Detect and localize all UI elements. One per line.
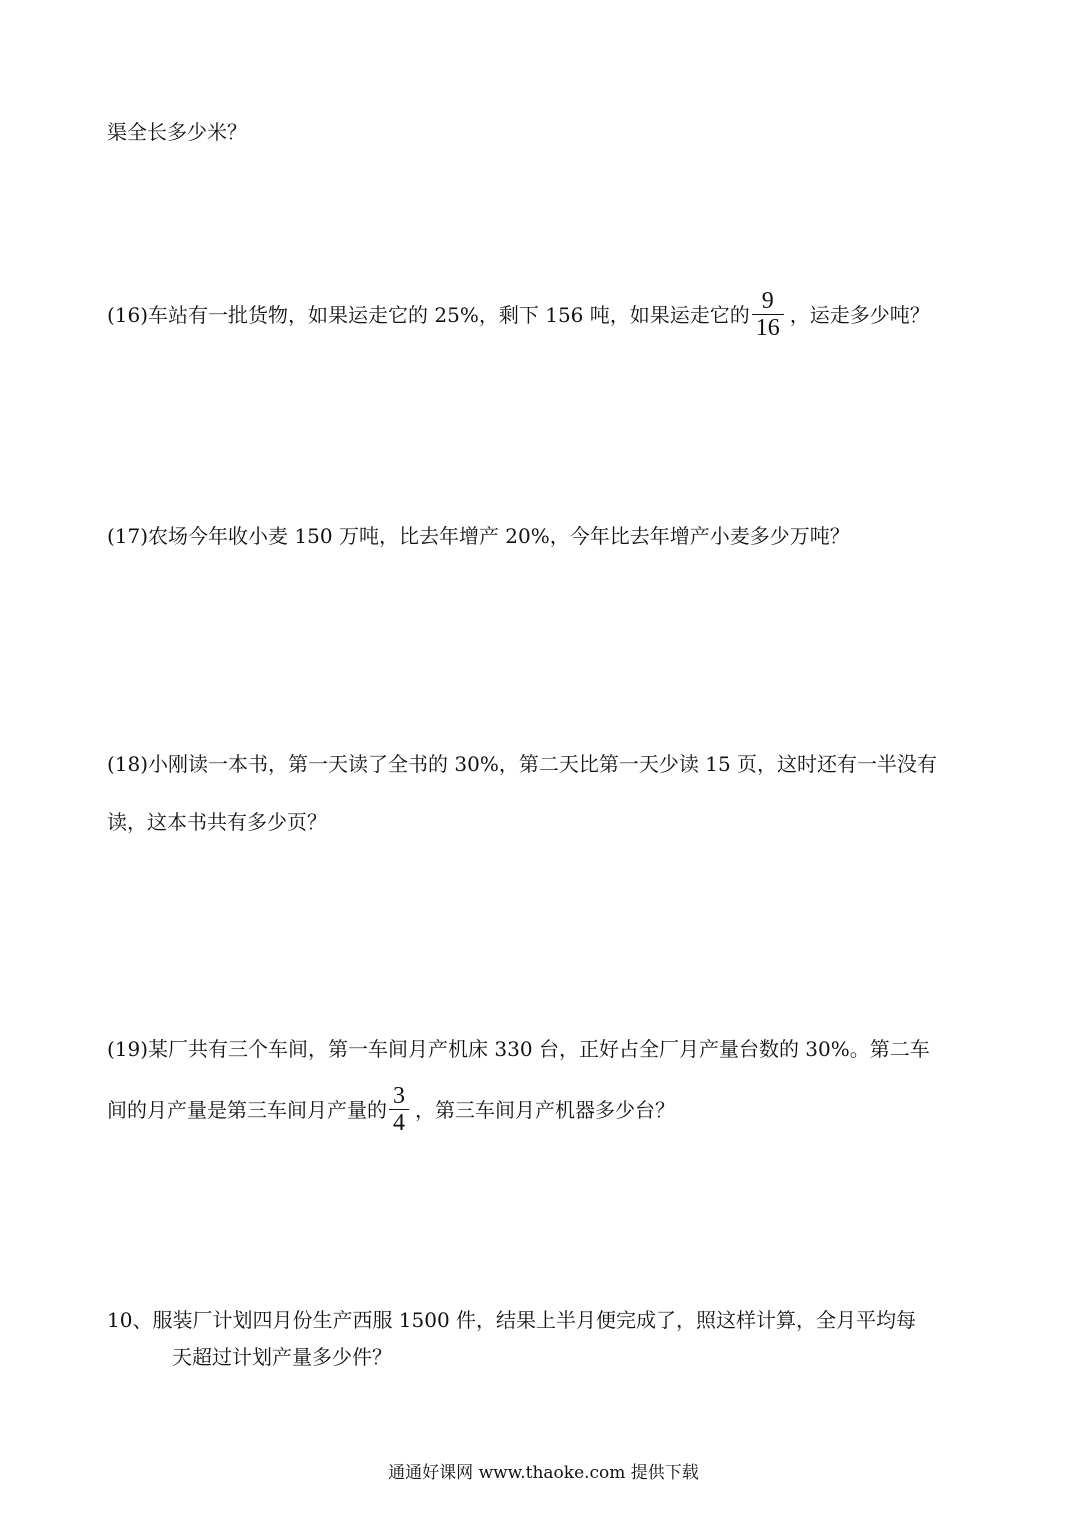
question-19-tail: ，第三车间月产机器多少台？ bbox=[415, 1098, 675, 1122]
fraction-denominator: 4 bbox=[393, 1110, 405, 1136]
question-16-text: (16)车站有一批货物，如果运走它的 25%，剩下 156 吨，如果运走它的 bbox=[107, 303, 750, 327]
question-16 bbox=[107, 290, 930, 343]
question-18-line-1: (18)小刚读一本书，第一天读了全书的 30%，第二天比第一天少读 15 页，这时还有一半没有 bbox=[107, 752, 938, 776]
question-19-text: 间的月产量是第三车间月产量的 bbox=[107, 1098, 387, 1122]
fraction-3-4 bbox=[389, 1083, 409, 1136]
question-19-line-2 bbox=[107, 1085, 675, 1138]
fraction-numerator: 3 bbox=[393, 1083, 405, 1109]
fraction-9-16 bbox=[752, 288, 784, 341]
fraction-denominator: 16 bbox=[755, 315, 780, 341]
question-10-line-1: 10、服装厂计划四月份生产西服 1500 件，结果上半月便完成了，照这样计算，全月平均每 bbox=[107, 1308, 917, 1332]
question-17: (17)农场今年收小麦 150 万吨，比去年增产 20%，今年比去年增产小麦多少万吨？ bbox=[107, 524, 850, 548]
question-18-line-2: 读，这本书共有多少页？ bbox=[107, 810, 327, 834]
question-19-line-1: (19)某厂共有三个车间，第一车间月产机床 330 台，正好占全厂月产量台数的 30%。第二车 bbox=[107, 1037, 930, 1061]
question-16-tail: ，运走多少吨？ bbox=[789, 303, 930, 327]
continuation-text: 渠全长多少米？ bbox=[107, 120, 247, 144]
fraction-numerator: 9 bbox=[761, 288, 774, 314]
question-10-line-2: 天超过计划产量多少件？ bbox=[172, 1345, 392, 1369]
page-footer: 通通好课网 www.thaoke.com 提供下载 bbox=[388, 1463, 699, 1483]
